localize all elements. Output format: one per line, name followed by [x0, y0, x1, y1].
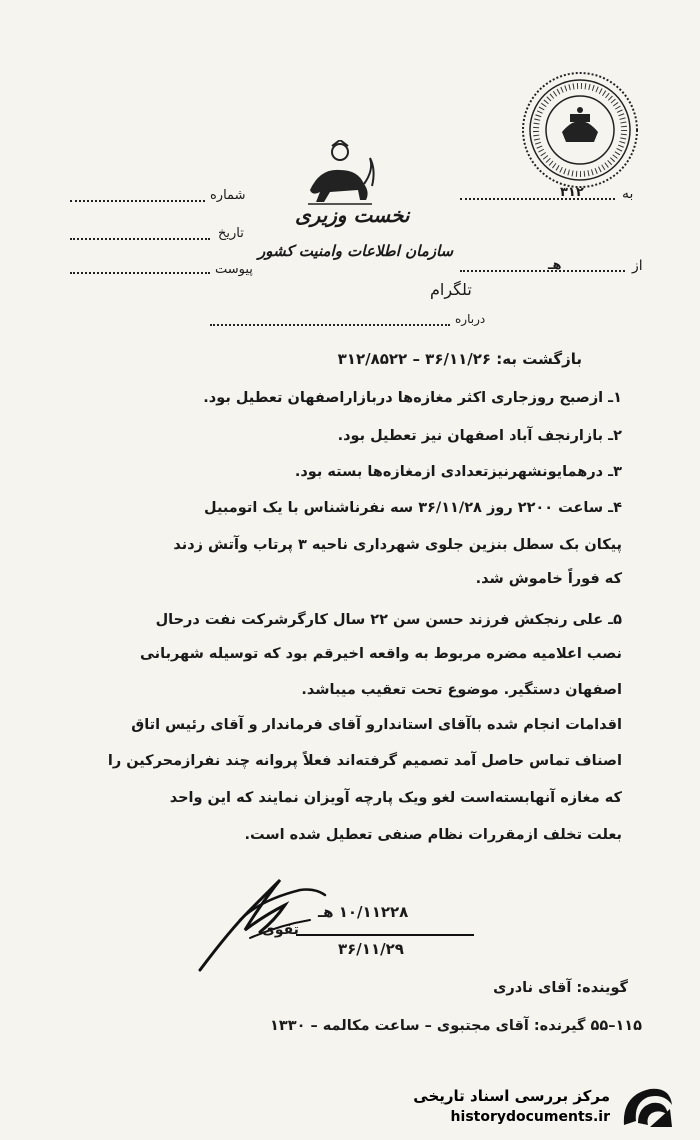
body-line: اصفهان دستگیر. موضوع تحت تعقیب میباشد. [301, 682, 622, 698]
watermark-url: historydocuments.ir [450, 1109, 610, 1125]
body-line: نصب اعلامیه مضره مربوط به واقعه اخیرقم بود که توسیله شهربانی [140, 646, 622, 662]
body-line: اصناف تماس حاصل آمد تصمیم گرفته‌اند فعلاً پروانه چند نفرازمحرکین را [107, 753, 622, 769]
attachment-label: پیوست [215, 262, 253, 277]
watermark [400, 1085, 680, 1133]
signature-date: ۳۶/۱۱/۲۹ [338, 940, 404, 958]
archive-logo-icon [620, 1085, 674, 1131]
to-label: به [622, 186, 634, 202]
from-field-line [460, 270, 625, 272]
body-line: که مغازه آنهابسته‌است لغو ویک پارچه آویزان نمایند که این واحد [169, 790, 622, 806]
number-label: شماره [210, 188, 246, 203]
from-label: از [632, 258, 643, 274]
organization-seal-icon [520, 70, 640, 190]
body-line: ۵ـ علی رنجکش فرزند حسن سن ۲۲ سال کارگرشرکت نفت درحال [155, 612, 622, 628]
ministry-title: نخست وزیری [295, 203, 410, 227]
reference-line: بازگشت به: ۳۶/۱۱/۲۶ – ۳۱۲/۸۵۲۲ [337, 350, 582, 368]
date-field-line [70, 238, 210, 240]
lion-and-sun-emblem-icon [300, 140, 380, 210]
from-value: هـ [548, 258, 562, 273]
body-line: اقدامات انجام شده باآقای استاندارو آقای فرماندار و آقای رئیس اتاق [131, 717, 622, 733]
signatory-name: تقوی [262, 922, 299, 938]
body-line: که فوراً خاموش شد. [475, 571, 622, 587]
number-field-line [70, 200, 205, 202]
to-field-line [460, 198, 615, 200]
date-label: تاریخ [218, 226, 244, 241]
telegram-label: تلگرام [430, 280, 472, 299]
to-value: ۳۱۲ [560, 185, 584, 200]
speaker-line: گوینده: آقای نادری [493, 980, 628, 996]
attachment-field-line [70, 272, 210, 274]
body-line: ۴ـ ساعت ۲۲۰۰ روز ۳۶/۱۱/۲۸ سه نفرناشناس با یک اتومبیل [204, 500, 622, 516]
watermark-title: مرکز بررسی اسناد تاریخی [413, 1087, 610, 1105]
body-line: ۲ـ بازارنجف آباد اصفهان نیز تعطیل بود. [337, 428, 622, 444]
body-line: بعلت تخلف ازمقررات نظام صنفی تعطیل شده است. [244, 827, 622, 843]
organization-name: سازمان اطلاعات وامنیت کشور [258, 242, 454, 260]
call-details-line: ۱۱۵–۵۵ گیرنده: آقای مجتبوی – ساعت مکالمه – ۱۳۳۰ [270, 1018, 642, 1034]
subject-label: درباره [455, 312, 486, 326]
body-line: ۱ـ ازصبح روزجاری اکثر مغازه‌ها دربازاراصفهان تعطیل بود. [203, 390, 622, 406]
body-line: پیکان بک سطل بنزین جلوی شهرداری ناحیه ۳ پرتاب وآتش زدند [173, 537, 622, 553]
signature-ref-number: ۱۰/۱۱۲۲۸ هـ [318, 903, 409, 921]
body-line: ۳ـ درهمایونشهرنیزتعدادی ازمغازه‌ها بسته بود. [294, 464, 622, 480]
signature-divider [296, 934, 474, 936]
subject-field-line [210, 324, 450, 326]
